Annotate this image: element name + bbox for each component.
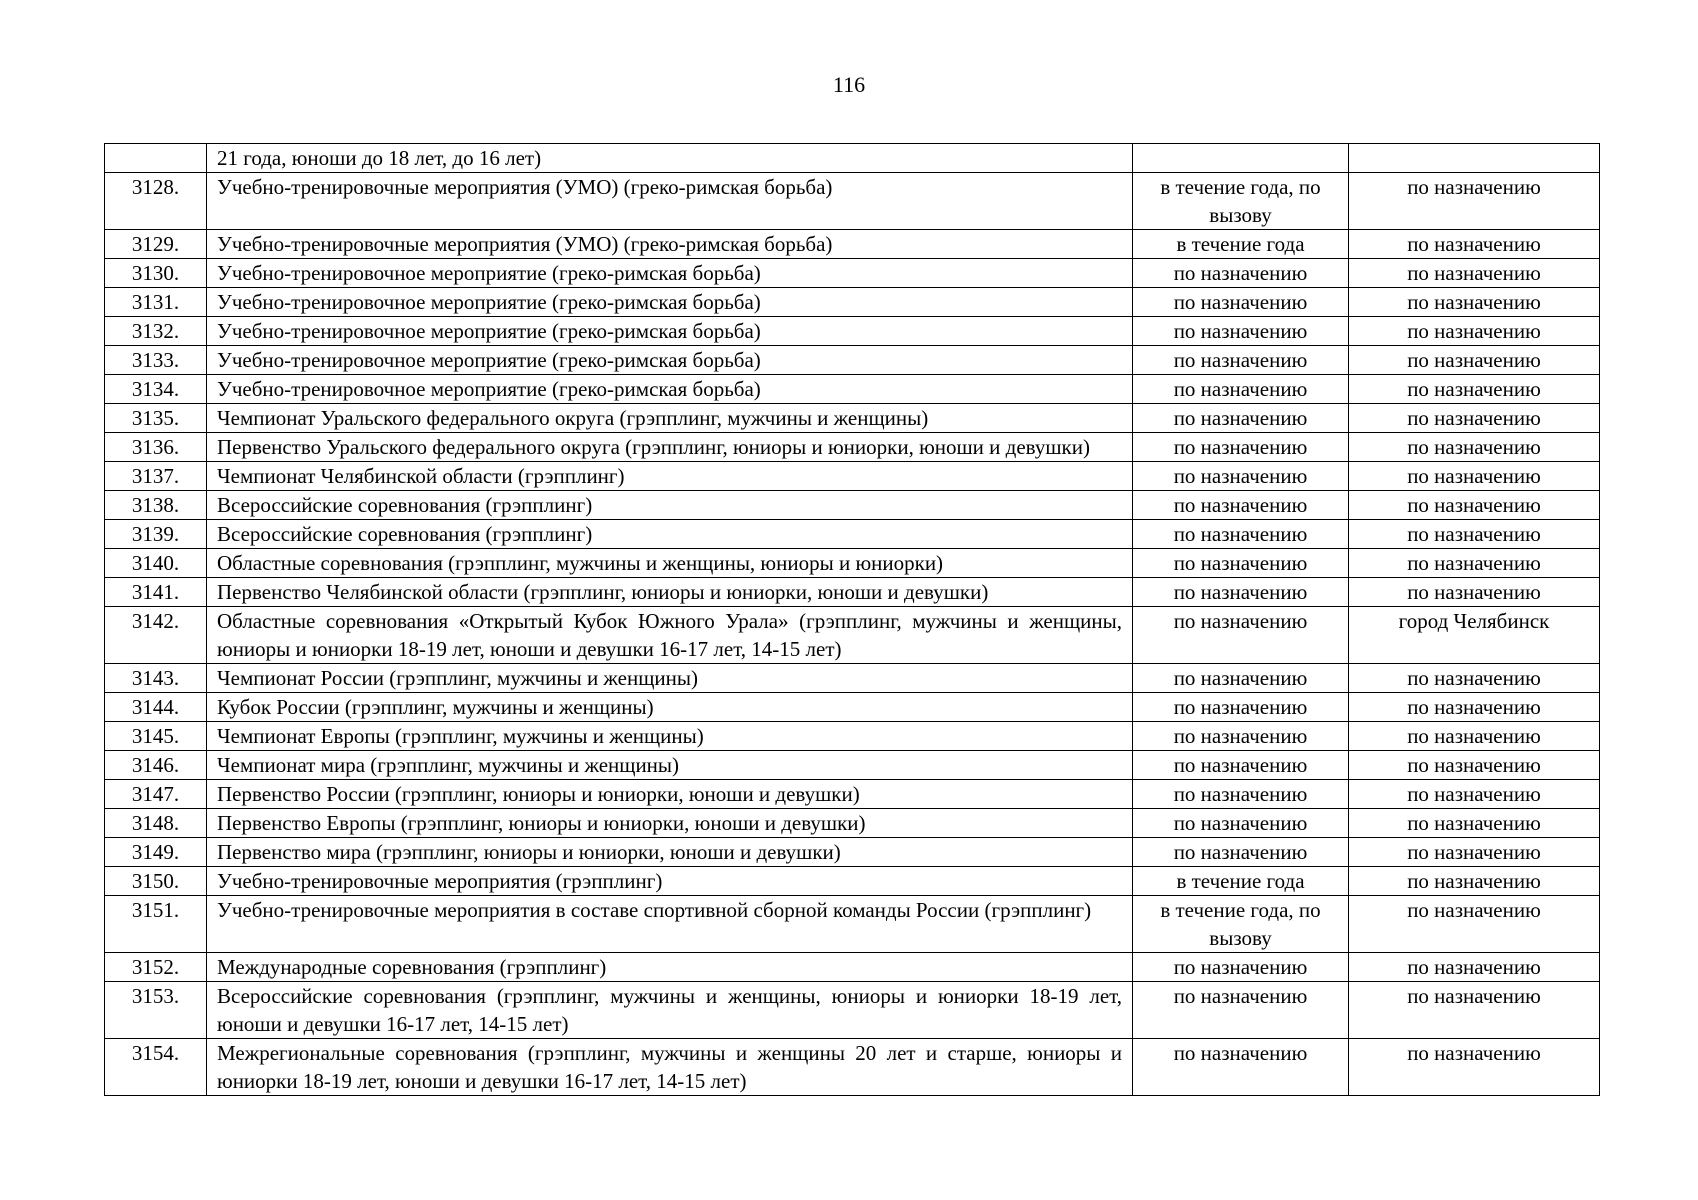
table-row bbox=[105, 1039, 1600, 1096]
row-number-cell: 3145. bbox=[105, 722, 207, 751]
event-date-cell: в течение года, по вызову bbox=[1133, 896, 1349, 953]
table-row bbox=[105, 751, 1600, 780]
row-number-cell bbox=[105, 144, 207, 173]
event-date-cell: по назначению bbox=[1133, 317, 1349, 346]
event-place-cell: по назначению bbox=[1349, 491, 1600, 520]
row-number-cell: 3149. bbox=[105, 838, 207, 867]
event-place-cell: по назначению bbox=[1349, 896, 1600, 953]
event-place-cell: по назначению bbox=[1349, 317, 1600, 346]
table-row bbox=[105, 982, 1600, 1039]
event-name-cell: Чемпионат Уральского федерального округа (грэпплинг, мужчины и женщины) bbox=[207, 404, 1133, 433]
event-name-cell: Учебно-тренировочное мероприятие (греко-римская борьба) bbox=[207, 259, 1133, 288]
page-number: 116 bbox=[832, 72, 866, 97]
event-date-cell: по назначению bbox=[1133, 520, 1349, 549]
event-name-cell: Первенство Европы (грэпплинг, юниоры и юниорки, юноши и девушки) bbox=[207, 809, 1133, 838]
event-date-cell: по назначению bbox=[1133, 722, 1349, 751]
event-name-cell: Чемпионат Европы (грэпплинг, мужчины и женщины) bbox=[207, 722, 1133, 751]
event-place-cell: по назначению bbox=[1349, 173, 1600, 230]
event-name-cell: Учебно-тренировочное мероприятие (греко-римская борьба) bbox=[207, 317, 1133, 346]
event-date-cell: по назначению bbox=[1133, 433, 1349, 462]
row-number-cell: 3138. bbox=[105, 491, 207, 520]
event-place-cell: по назначению bbox=[1349, 433, 1600, 462]
row-number-cell: 3143. bbox=[105, 664, 207, 693]
row-number-cell: 3150. bbox=[105, 867, 207, 896]
row-number-cell: 3136. bbox=[105, 433, 207, 462]
event-place-cell: по назначению bbox=[1349, 867, 1600, 896]
table-row bbox=[105, 173, 1600, 230]
event-date-cell: по назначению bbox=[1133, 693, 1349, 722]
row-number-cell: 3141. bbox=[105, 578, 207, 607]
row-number-cell: 3144. bbox=[105, 693, 207, 722]
event-place-cell: по назначению bbox=[1349, 520, 1600, 549]
event-date-cell bbox=[1133, 144, 1349, 173]
event-place-cell: по назначению bbox=[1349, 1039, 1600, 1096]
row-number-cell: 3148. bbox=[105, 809, 207, 838]
event-name-cell: Чемпионат Челябинской области (грэпплинг) bbox=[207, 462, 1133, 491]
event-date-cell: по назначению bbox=[1133, 549, 1349, 578]
event-place-cell: город Челябинск bbox=[1349, 607, 1600, 664]
event-place-cell: по назначению bbox=[1349, 375, 1600, 404]
row-number-cell: 3132. bbox=[105, 317, 207, 346]
table-row bbox=[105, 867, 1600, 896]
table-row bbox=[105, 346, 1600, 375]
event-place-cell: по назначению bbox=[1349, 838, 1600, 867]
row-number-cell: 3133. bbox=[105, 346, 207, 375]
row-number-cell: 3134. bbox=[105, 375, 207, 404]
event-place-cell: по назначению bbox=[1349, 288, 1600, 317]
event-date-cell: по назначению bbox=[1133, 404, 1349, 433]
event-name-cell: Первенство Уральского федерального округа (грэпплинг, юниоры и юниорки, юноши и девушки) bbox=[207, 433, 1133, 462]
event-name-cell: Учебно-тренировочные мероприятия в составе спортивной сборной команды России (грэпплинг) bbox=[207, 896, 1133, 953]
event-place-cell: по назначению bbox=[1349, 809, 1600, 838]
event-date-cell: по назначению bbox=[1133, 375, 1349, 404]
event-date-cell: по назначению bbox=[1133, 491, 1349, 520]
event-date-cell: по назначению bbox=[1133, 462, 1349, 491]
event-name-cell: Первенство мира (грэпплинг, юниоры и юниорки, юноши и девушки) bbox=[207, 838, 1133, 867]
table-row bbox=[105, 317, 1600, 346]
event-name-cell: Учебно-тренировочные мероприятия (УМО) (греко-римская борьба) bbox=[207, 230, 1133, 259]
event-name-cell: Первенство Челябинской области (грэпплинг, юниоры и юниорки, юноши и девушки) bbox=[207, 578, 1133, 607]
event-place-cell: по назначению bbox=[1349, 953, 1600, 982]
event-date-cell: по назначению bbox=[1133, 838, 1349, 867]
event-name-cell: Областные соревнования (грэпплинг, мужчины и женщины, юниоры и юниорки) bbox=[207, 549, 1133, 578]
row-number-cell: 3151. bbox=[105, 896, 207, 953]
row-number-cell: 3147. bbox=[105, 780, 207, 809]
table-row bbox=[105, 664, 1600, 693]
event-name-cell: Чемпионат России (грэпплинг, мужчины и женщины) bbox=[207, 664, 1133, 693]
event-place-cell: по назначению bbox=[1349, 664, 1600, 693]
row-number-cell: 3137. bbox=[105, 462, 207, 491]
event-date-cell: по назначению bbox=[1133, 578, 1349, 607]
table-row bbox=[105, 607, 1600, 664]
table-row bbox=[105, 144, 1600, 173]
event-date-cell: по назначению bbox=[1133, 259, 1349, 288]
event-name-cell: Первенство России (грэпплинг, юниоры и юниорки, юноши и девушки) bbox=[207, 780, 1133, 809]
row-number-cell: 3142. bbox=[105, 607, 207, 664]
event-name-cell: Всероссийские соревнования (грэпплинг, мужчины и женщины, юниоры и юниорки 18-19 лет, юноши и девушки 16-17 лет, 14-15 лет) bbox=[207, 982, 1133, 1039]
events-table bbox=[104, 143, 1600, 1096]
event-place-cell bbox=[1349, 144, 1600, 173]
event-place-cell: по назначению bbox=[1349, 549, 1600, 578]
row-number-cell: 3153. bbox=[105, 982, 207, 1039]
table-row bbox=[105, 462, 1600, 491]
event-date-cell: по назначению bbox=[1133, 664, 1349, 693]
row-number-cell: 3140. bbox=[105, 549, 207, 578]
table-row bbox=[105, 896, 1600, 953]
table-row bbox=[105, 491, 1600, 520]
event-name-cell: Чемпионат мира (грэпплинг, мужчины и женщины) bbox=[207, 751, 1133, 780]
event-name-cell: Областные соревнования «Открытый Кубок Южного Урала» (грэпплинг, мужчины и женщины, юниоры и юниорки 18-19 лет, юноши и девушки 16-17 лет, 14-15 лет) bbox=[207, 607, 1133, 664]
row-number-cell: 3129. bbox=[105, 230, 207, 259]
event-date-cell: по назначению bbox=[1133, 751, 1349, 780]
event-name-cell: Всероссийские соревнования (грэпплинг) bbox=[207, 491, 1133, 520]
event-date-cell: в течение года bbox=[1133, 867, 1349, 896]
row-number-cell: 3128. bbox=[105, 173, 207, 230]
table-row bbox=[105, 404, 1600, 433]
event-name-cell: Учебно-тренировочные мероприятия (УМО) (греко-римская борьба) bbox=[207, 173, 1133, 230]
event-place-cell: по назначению bbox=[1349, 722, 1600, 751]
event-date-cell: по назначению bbox=[1133, 346, 1349, 375]
event-place-cell: по назначению bbox=[1349, 462, 1600, 491]
row-number-cell: 3130. bbox=[105, 259, 207, 288]
table-row bbox=[105, 375, 1600, 404]
row-number-cell: 3146. bbox=[105, 751, 207, 780]
event-place-cell: по назначению bbox=[1349, 259, 1600, 288]
event-name-cell: Кубок России (грэпплинг, мужчины и женщины) bbox=[207, 693, 1133, 722]
row-number-cell: 3154. bbox=[105, 1039, 207, 1096]
table-row bbox=[105, 578, 1600, 607]
event-place-cell: по назначению bbox=[1349, 693, 1600, 722]
event-place-cell: по назначению bbox=[1349, 780, 1600, 809]
table-row bbox=[105, 722, 1600, 751]
event-place-cell: по назначению bbox=[1349, 578, 1600, 607]
row-number-cell: 3152. bbox=[105, 953, 207, 982]
table-row bbox=[105, 520, 1600, 549]
event-date-cell: по назначению bbox=[1133, 288, 1349, 317]
event-name-cell: Учебно-тренировочные мероприятия (грэпплинг) bbox=[207, 867, 1133, 896]
event-name-cell: Учебно-тренировочное мероприятие (греко-римская борьба) bbox=[207, 346, 1133, 375]
event-date-cell: по назначению bbox=[1133, 982, 1349, 1039]
event-place-cell: по назначению bbox=[1349, 751, 1600, 780]
event-name-cell: 21 года, юноши до 18 лет, до 16 лет) bbox=[207, 144, 1133, 173]
table-row bbox=[105, 809, 1600, 838]
table-row bbox=[105, 433, 1600, 462]
event-name-cell: Учебно-тренировочное мероприятие (греко-римская борьба) bbox=[207, 288, 1133, 317]
event-date-cell: в течение года, по вызову bbox=[1133, 173, 1349, 230]
event-date-cell: по назначению bbox=[1133, 1039, 1349, 1096]
event-name-cell: Всероссийские соревнования (грэпплинг) bbox=[207, 520, 1133, 549]
table-row bbox=[105, 288, 1600, 317]
table-row bbox=[105, 549, 1600, 578]
table-row bbox=[105, 953, 1600, 982]
events-table-body bbox=[105, 144, 1600, 1096]
event-place-cell: по назначению bbox=[1349, 404, 1600, 433]
event-date-cell: по назначению bbox=[1133, 780, 1349, 809]
event-place-cell: по назначению bbox=[1349, 346, 1600, 375]
table-row bbox=[105, 780, 1600, 809]
event-place-cell: по назначению bbox=[1349, 230, 1600, 259]
table-row bbox=[105, 259, 1600, 288]
event-place-cell: по назначению bbox=[1349, 982, 1600, 1039]
table-row bbox=[105, 693, 1600, 722]
event-date-cell: по назначению bbox=[1133, 607, 1349, 664]
event-date-cell: в течение года bbox=[1133, 230, 1349, 259]
event-date-cell: по назначению bbox=[1133, 809, 1349, 838]
row-number-cell: 3139. bbox=[105, 520, 207, 549]
event-name-cell: Межрегиональные соревнования (грэпплинг, мужчины и женщины 20 лет и старше, юниоры и юниорки 18-19 лет, юноши и девушки 16-17 лет, 14-15 лет) bbox=[207, 1039, 1133, 1096]
table-row bbox=[105, 230, 1600, 259]
event-date-cell: по назначению bbox=[1133, 953, 1349, 982]
event-name-cell: Международные соревнования (грэпплинг) bbox=[207, 953, 1133, 982]
table-row bbox=[105, 838, 1600, 867]
event-name-cell: Учебно-тренировочное мероприятие (греко-римская борьба) bbox=[207, 375, 1133, 404]
row-number-cell: 3131. bbox=[105, 288, 207, 317]
row-number-cell: 3135. bbox=[105, 404, 207, 433]
